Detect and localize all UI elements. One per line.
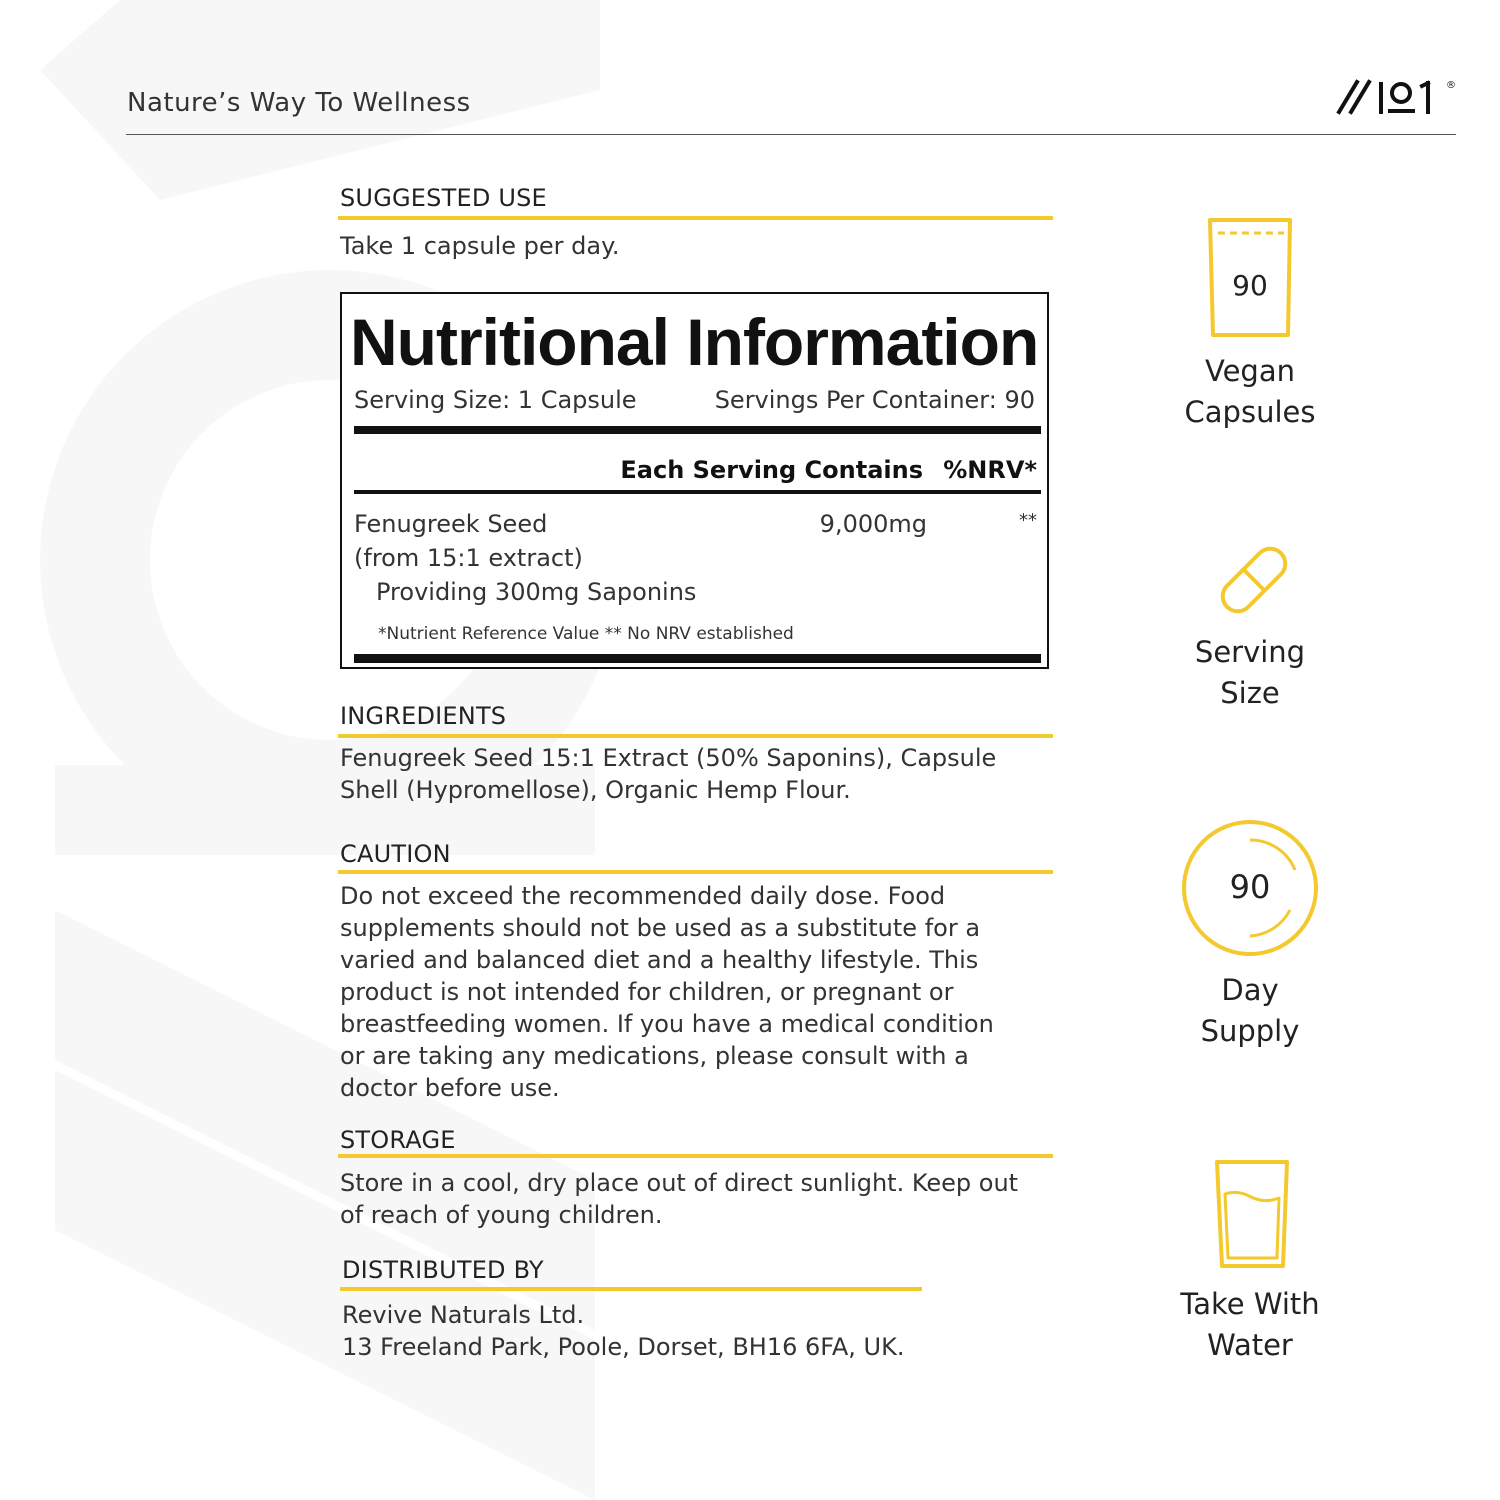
tagline: Nature’s Way To Wellness xyxy=(127,88,471,118)
nrv-footnote: *Nutrient Reference Value ** No NRV established xyxy=(378,624,794,644)
brand-logo xyxy=(1336,76,1460,120)
badge-day-line-2: Supply xyxy=(1200,1014,1300,1048)
servings-per-container: Servings Per Container: 90 xyxy=(714,386,1035,414)
badge-vegan-line-1: Vegan xyxy=(1205,354,1295,388)
storage-line-1: Store in a cool, dry place out of direct sunlight. Keep out xyxy=(340,1169,1019,1197)
suggested-use-rule xyxy=(338,216,1053,220)
caution-line-6: or are taking any medications, please consult with a xyxy=(340,1042,969,1070)
badge-day-line-1: Day xyxy=(1221,973,1279,1007)
storage-line-2: of reach of young children. xyxy=(340,1201,663,1229)
distributed-heading: DISTRIBUTED BY xyxy=(342,1256,544,1284)
caution-line-4: product is not intended for children, or pregnant or xyxy=(340,978,954,1006)
caution-line-1: Do not exceed the recommended daily dose. Food xyxy=(340,882,946,910)
header-divider xyxy=(126,134,1456,135)
caution-line-2: supplements should not be used as a substitute for a xyxy=(340,914,981,942)
day-number: 90 xyxy=(1229,868,1271,906)
ingredient-name: Fenugreek Seed xyxy=(354,510,548,538)
badge-serving-line-1: Serving xyxy=(1194,635,1306,669)
ingredients-heading: INGREDIENTS xyxy=(340,702,507,730)
capsule-icon xyxy=(1212,538,1296,622)
registered-mark: ® xyxy=(1446,80,1456,91)
badge-water-line-2: Water xyxy=(1207,1328,1293,1362)
caution-line-3: varied and balanced diet and a healthy lifestyle. This xyxy=(340,946,979,974)
ingredient-source: (from 15:1 extract) xyxy=(354,544,583,572)
caution-rule xyxy=(338,870,1053,874)
suggested-use-text: Take 1 capsule per day. xyxy=(340,232,620,260)
ingredients-line-1: Fenugreek Seed 15:1 Extract (50% Saponins), Capsule xyxy=(340,744,997,772)
nutrition-title: Nutritional Information xyxy=(350,305,1039,379)
caution-line-5: breastfeeding women. If you have a medical condition xyxy=(340,1010,994,1038)
nutrition-thick-rule-bottom xyxy=(354,654,1041,663)
distributor-name: Revive Naturals Ltd. xyxy=(342,1301,585,1329)
suggested-use-heading: SUGGESTED USE xyxy=(340,184,547,212)
each-serving-header: Each Serving Contains xyxy=(620,456,923,484)
nutrition-thick-rule-top xyxy=(354,426,1041,434)
nutrition-header-rule xyxy=(354,490,1041,494)
nutrition-panel xyxy=(340,292,1049,669)
storage-rule xyxy=(338,1154,1053,1158)
badge-water-line-1: Take With xyxy=(1180,1287,1320,1321)
ingredients-rule xyxy=(338,734,1053,738)
storage-heading: STORAGE xyxy=(340,1126,456,1154)
badge-vegan-line-2: Capsules xyxy=(1184,395,1316,429)
pouch-number: 90 xyxy=(1232,269,1268,302)
caution-line-7: doctor before use. xyxy=(340,1074,560,1102)
ingredients-line-2: Shell (Hypromellose), Organic Hemp Flour. xyxy=(340,776,851,804)
distributor-address: 13 Freeland Park, Poole, Dorset, BH16 6FA, UK. xyxy=(342,1333,905,1361)
ingredient-sub-value: Providing 300mg Saponins xyxy=(376,578,697,606)
ingredient-amount: 9,000mg xyxy=(819,510,927,538)
nrv-header: %NRV* xyxy=(943,456,1037,484)
caution-heading: CAUTION xyxy=(340,840,451,868)
water-glass-icon xyxy=(1212,1158,1292,1270)
serving-size: Serving Size: 1 Capsule xyxy=(354,386,637,414)
distributed-rule xyxy=(340,1287,922,1291)
ingredient-nrv: ** xyxy=(1019,510,1037,531)
badge-serving-line-2: Size xyxy=(1220,676,1280,710)
